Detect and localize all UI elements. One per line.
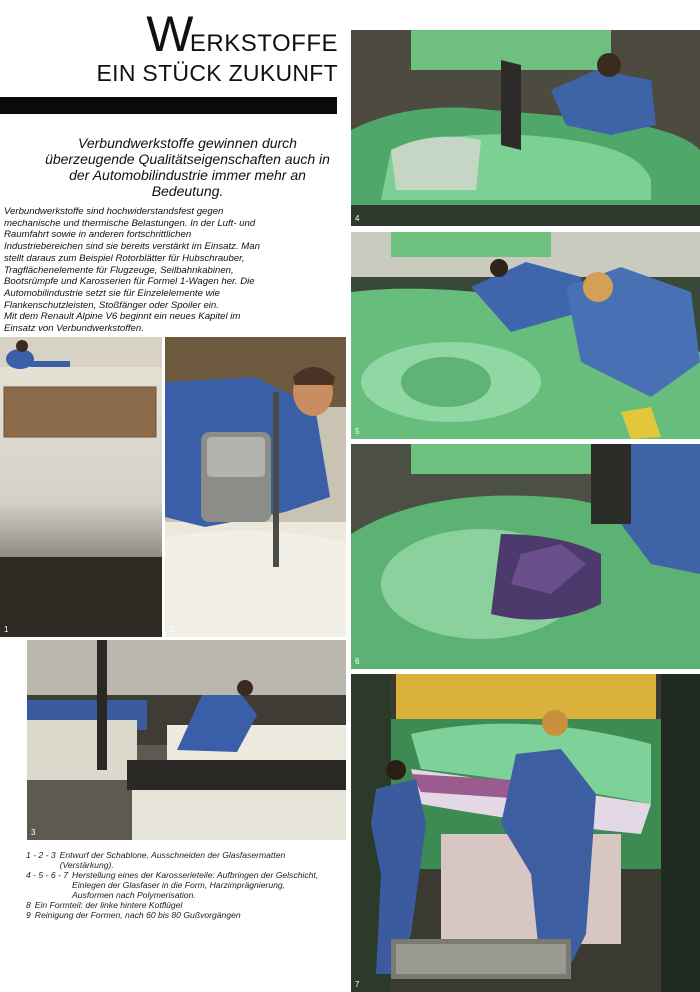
caption-key: 9	[26, 910, 31, 920]
photo-template-layout	[0, 337, 162, 637]
photo-2-image	[165, 337, 346, 637]
photo-3-image	[27, 640, 346, 840]
photo-number: 3	[31, 828, 36, 837]
photo-number: 2	[169, 625, 174, 634]
body-line: Tragflächenelemente für Flugzeuge, Seilbahnkabinen,	[4, 264, 234, 276]
page-title	[60, 6, 338, 87]
caption-item	[26, 900, 326, 910]
body-line: Einsatz von Verbundwerkstoffen.	[4, 323, 144, 335]
caption-text: Reinigung der Formen, nach 60 bis 80 Gußvorgängen	[34, 910, 241, 920]
body-line: Verbundwerkstoffe sind hochwiderstandsfest gegen	[4, 206, 224, 217]
page-subtitle: EIN STÜCK ZUKUNFT	[96, 60, 338, 86]
photo-number: 7	[355, 980, 360, 989]
title-rest: ERKSTOFFE	[189, 30, 338, 57]
caption-text: Ein Formteil: der linke hintere Kotflügel	[34, 900, 183, 910]
body-line: Mit dem Renault Alpine V6 beginnt ein neues Kapitel im	[4, 311, 241, 323]
caption-text: Entwurf der Schablone, Ausschneiden der Glasfasermatten (Verstärkung).	[59, 850, 286, 870]
photo-gelcoat	[351, 30, 700, 226]
photo-laying	[351, 232, 700, 439]
caption-item	[26, 910, 326, 920]
caption-item	[26, 850, 326, 870]
photo-demolding	[351, 674, 700, 992]
photo-number: 4	[355, 214, 360, 223]
body-line: Industriebereichen sind sie bereits verstärkt im Einsatz. Man	[4, 241, 260, 253]
photo-number: 5	[355, 427, 360, 436]
caption-key: 1 - 2 - 3	[26, 850, 56, 860]
intro-text: Verbundwerkstoffe gewinnen durch überzeugende Qualitätseigenschaften auch in der Automobilindustrie immer mehr an Bedeutung.	[45, 135, 330, 199]
caption-text: Herstellung eines der Karosserieteile: Aufbringen der Gelschicht, Einlegen der Glasfaser in die Form, Harzimprägnierung, Ausformen nach Polymerisation.	[72, 870, 319, 900]
photo-1-image	[0, 337, 162, 637]
body-text	[4, 206, 338, 335]
photo-4-image	[351, 30, 700, 226]
photo-workshop	[27, 640, 346, 840]
body-line: Automobilindustrie setzt sie für Einzelelemente wie	[4, 287, 220, 299]
title-rule	[0, 97, 337, 114]
photo-cutting	[165, 337, 346, 637]
body-line: mechanische und thermische Belastungen. In der Luft- und	[4, 217, 256, 229]
body-line: stellt daraus zum Beispiel Rotorblätter für Hubschrauber,	[4, 252, 245, 264]
title-initial: W	[146, 6, 194, 62]
photo-5-image	[351, 232, 700, 439]
photo-number: 1	[4, 625, 9, 634]
caption-key: 8	[26, 900, 31, 910]
photo-7-image	[351, 674, 700, 992]
body-line: Flankenschutzleisten, Stoßfänger oder Spoiler ein.	[4, 299, 219, 311]
photo-resin	[351, 444, 700, 669]
caption-item	[26, 870, 326, 900]
photo-number: 6	[355, 657, 360, 666]
photo-6-image	[351, 444, 700, 669]
body-line: Bootsrümpfe und Karosserien für Formel 1-Wagen her. Die	[4, 276, 255, 288]
body-line: Raumfahrt sowie in anderen fortschrittlichen	[4, 229, 192, 241]
caption-key: 4 - 5 - 6 - 7	[26, 870, 69, 880]
captions	[26, 850, 326, 920]
